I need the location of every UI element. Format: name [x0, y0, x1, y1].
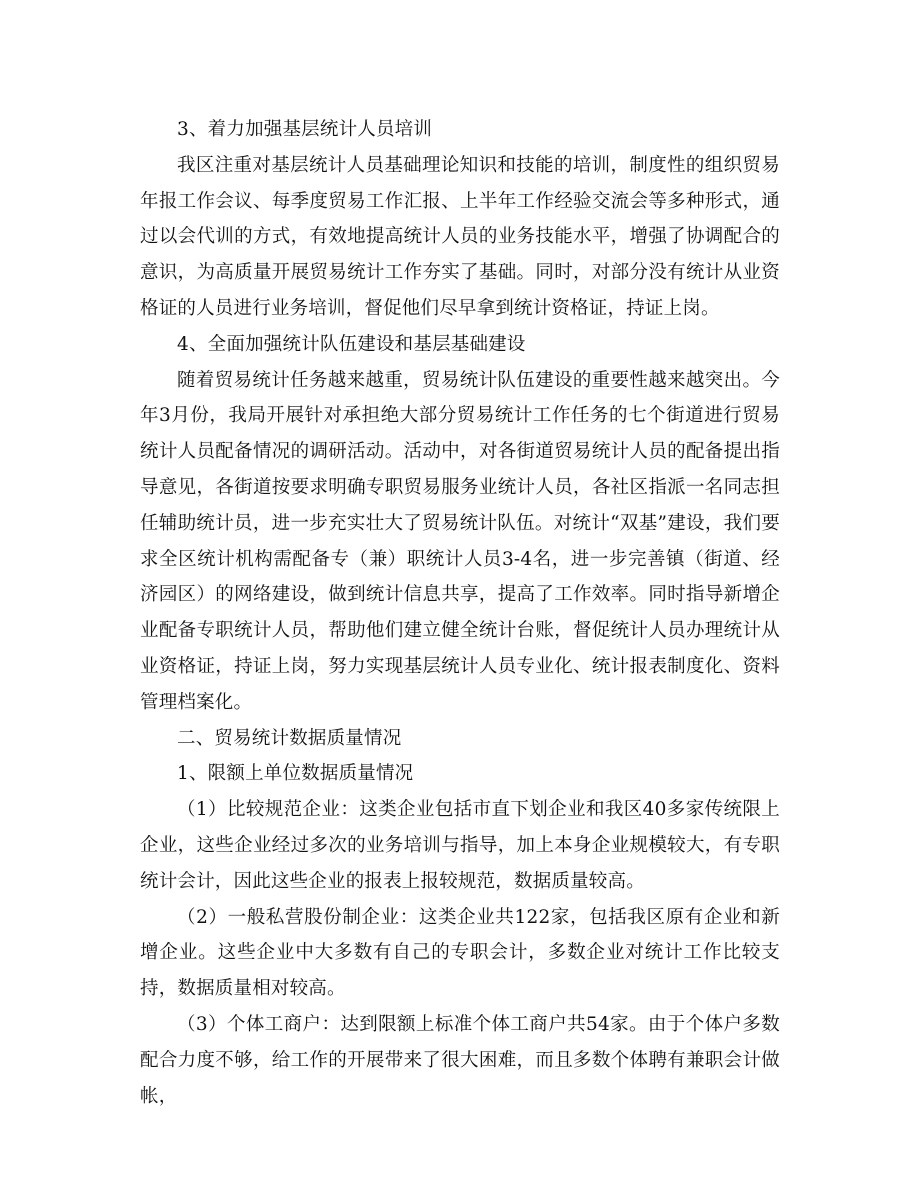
heading-above-limit-units: 1、限额上单位数据质量情况 [177, 763, 414, 785]
heading-training: 3、着力加强基层统计人员培训 [177, 119, 433, 140]
paragraph-individual-businesses: （3）个体工商户：达到限额上标准个体工商户共54家。由于个体户多数配合力度不够，给工作的开展带来了很大困难，而且多数个体聘有兼职会计做帐， [140, 1013, 780, 1107]
paragraph-team-building: 随着贸易统计任务越来越重，贸易统计队伍建设的重要性越来越突出。今年3月份，我局开展针对承担绝大部分贸易统计工作任务的七个街道进行贸易统计人员配备情况的调研活动。活动中，对各街道贸易统计人员的配备提出指导意见，各街道按要求明确专职贸易服务业统计人员，各社区指派一名同志担任辅助统计员，进一步充实壮大了贸易统计队伍。对统计“双基”建设，我们要求全区统计机构需配备专（兼）职统计人员3-4名，进一步完善镇（街道、经济园区）的网络建设，做到统计信息共享，提高了工作效率。同时指导新增企业配备专职统计人员，帮助他们建立健全统计台账，督促统计人员办理统计从业资格证，持证上岗，努力实现基层统计人员专业化、统计报表制度化、资料管理档案化。 [140, 369, 780, 713]
document-body [140, 112, 780, 1114]
paragraph-standard-enterprises: （1）比较规范企业：这类企业包括市直下划企业和我区40多家传统限上企业，这些企业经过多次的业务培训与指导，加上本身企业规模较大，有专职统计会计，因此这些企业的报表上报较规范，数据质量较高。 [140, 799, 780, 892]
heading-data-quality: 二、贸易统计数据质量情况 [177, 727, 402, 749]
heading-team-building: 4、全面加强统计队伍建设和基层基础建设 [177, 333, 526, 355]
paragraph-private-enterprises: （2）一般私营股份制企业：这类企业共122家，包括我区原有企业和新增企业。这些企业中大多数有自己的专职会计，多数企业对统计工作比较支持，数据质量相对较高。 [140, 906, 780, 1000]
paragraph-training: 我区注重对基层统计人员基础理论知识和技能的培训，制度性的组织贸易年报工作会议、每季度贸易工作汇报、上半年工作经验交流会等多种形式，通过以会代训的方式，有效地提高统计人员的业务技能水平，增强了协调配合的意识，为高质量开展贸易统计工作夯实了基础。同时，对部分没有统计从业资格证的人员进行业务培训，督促他们尽早拿到统计资格证，持证上岗。 [140, 154, 780, 319]
